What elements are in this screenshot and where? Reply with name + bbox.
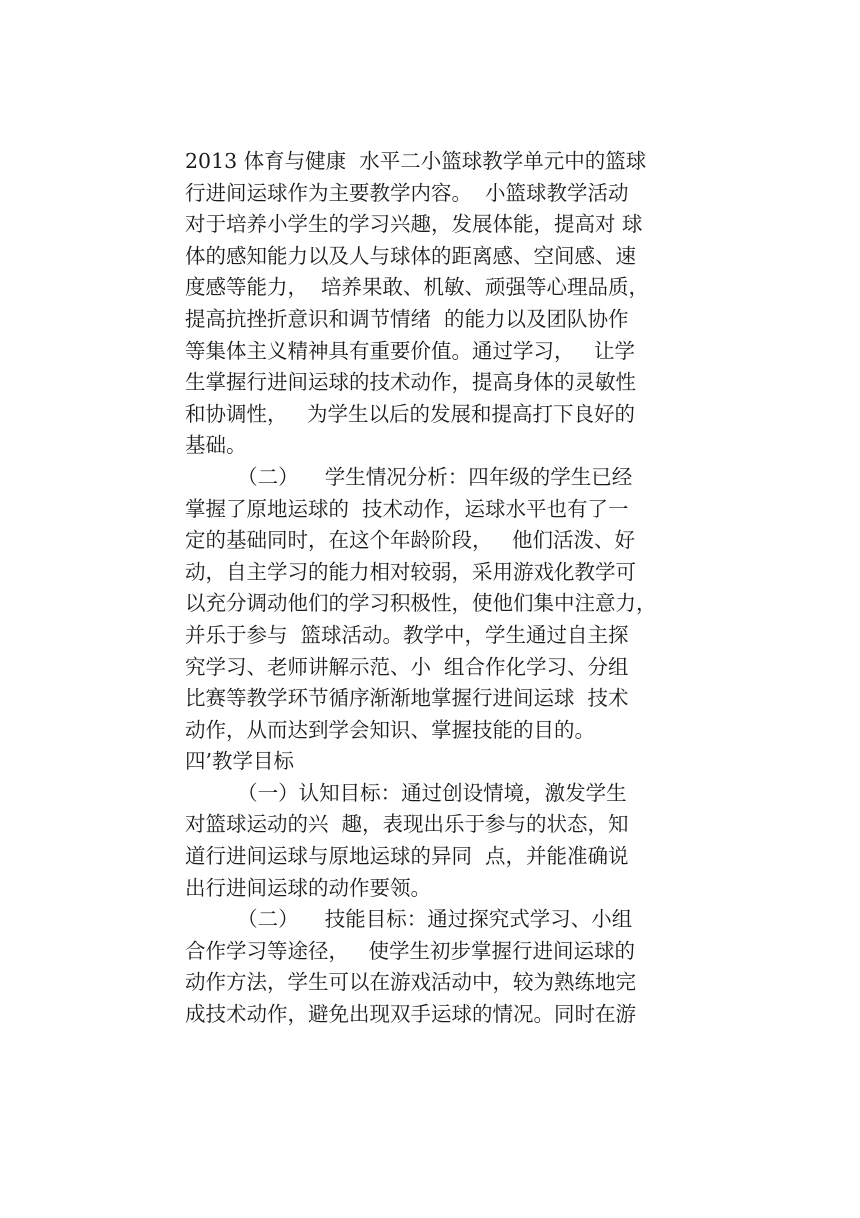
text-line: 动作，从而达到学会知识、掌握技能的目的。 bbox=[185, 717, 595, 742]
text-line: 成技术动作，避免出现双手运球的情况。同时在游 bbox=[185, 1002, 636, 1027]
text-line: 生掌握行进间运球的技术动作，提高身体的灵敏性 bbox=[185, 370, 636, 395]
text-line: 究学习、老师讲解示范、小 组合作化学习、分组 bbox=[185, 654, 629, 679]
subsection-cognitive-goal: （一）认知目标：通过创设情境，激发学生 bbox=[185, 780, 627, 805]
text-line: 动作方法，学生可以在游戏活动中，较为熟练地完 bbox=[185, 970, 636, 995]
text-line: 对于培养小学生的学习兴趣，发展体能，提高对 球 bbox=[185, 212, 643, 237]
subsection-skill-goal: （二） 技能目标：通过探究式学习、小组 bbox=[185, 907, 633, 932]
section-heading-student-analysis: （二） 学生情况分析：四年级的学生已经 bbox=[185, 464, 633, 489]
body-text bbox=[185, 146, 685, 1031]
text-line: 2013 体育与健康 水平二小篮球教学单元中的篮球 bbox=[185, 149, 647, 173]
text-line: 等集体主义精神具有重要价值。通过学习， 让学 bbox=[185, 338, 636, 363]
text-line: 和协调性， 为学生以后的发展和提高打下良好的 bbox=[185, 401, 636, 426]
text-line: 定的基础同时，在这个年龄阶段， 他们活泼、好 bbox=[185, 528, 636, 553]
text-line: 动，自主学习的能力相对较弱，采用游戏化教学可 bbox=[185, 559, 636, 584]
text-line: 比赛等教学环节循序渐渐地掌握行进间运球 技术 bbox=[185, 686, 629, 711]
text-line: 道行进间运球与原地运球的异同 点，并能准确说 bbox=[185, 844, 629, 869]
text-line: 出行进间运球的动作要领。 bbox=[185, 875, 431, 900]
text-line: 体的感知能力以及人与球体的距离感、空间感、速 bbox=[185, 243, 636, 268]
text-line: 掌握了原地运球的 技术动作，运球水平也有了一 bbox=[185, 496, 629, 521]
text-line: 对篮球运动的兴 趣，表现出乐于参与的状态，知 bbox=[185, 812, 629, 837]
text-line: 度感等能力， 培养果敢、机敏、顽强等心理品质， bbox=[185, 275, 650, 300]
section-heading-teaching-goals: 四’教学目标 bbox=[185, 749, 295, 774]
text-line: 提高抗挫折意识和调节情绪 的能力以及团队协作 bbox=[185, 306, 629, 331]
text-line: 以充分调动他们的学习积极性，使他们集中注意力， bbox=[185, 591, 657, 616]
text-line: 行进间运球作为主要教学内容。 小篮球教学活动 bbox=[185, 180, 629, 205]
text-line: 并乐于参与 篮球活动。教学中，学生通过自主探 bbox=[185, 622, 629, 647]
text-line: 基础。 bbox=[185, 433, 247, 458]
text-line: 合作学习等途径， 使学生初步掌握行进间运球的 bbox=[185, 938, 636, 963]
